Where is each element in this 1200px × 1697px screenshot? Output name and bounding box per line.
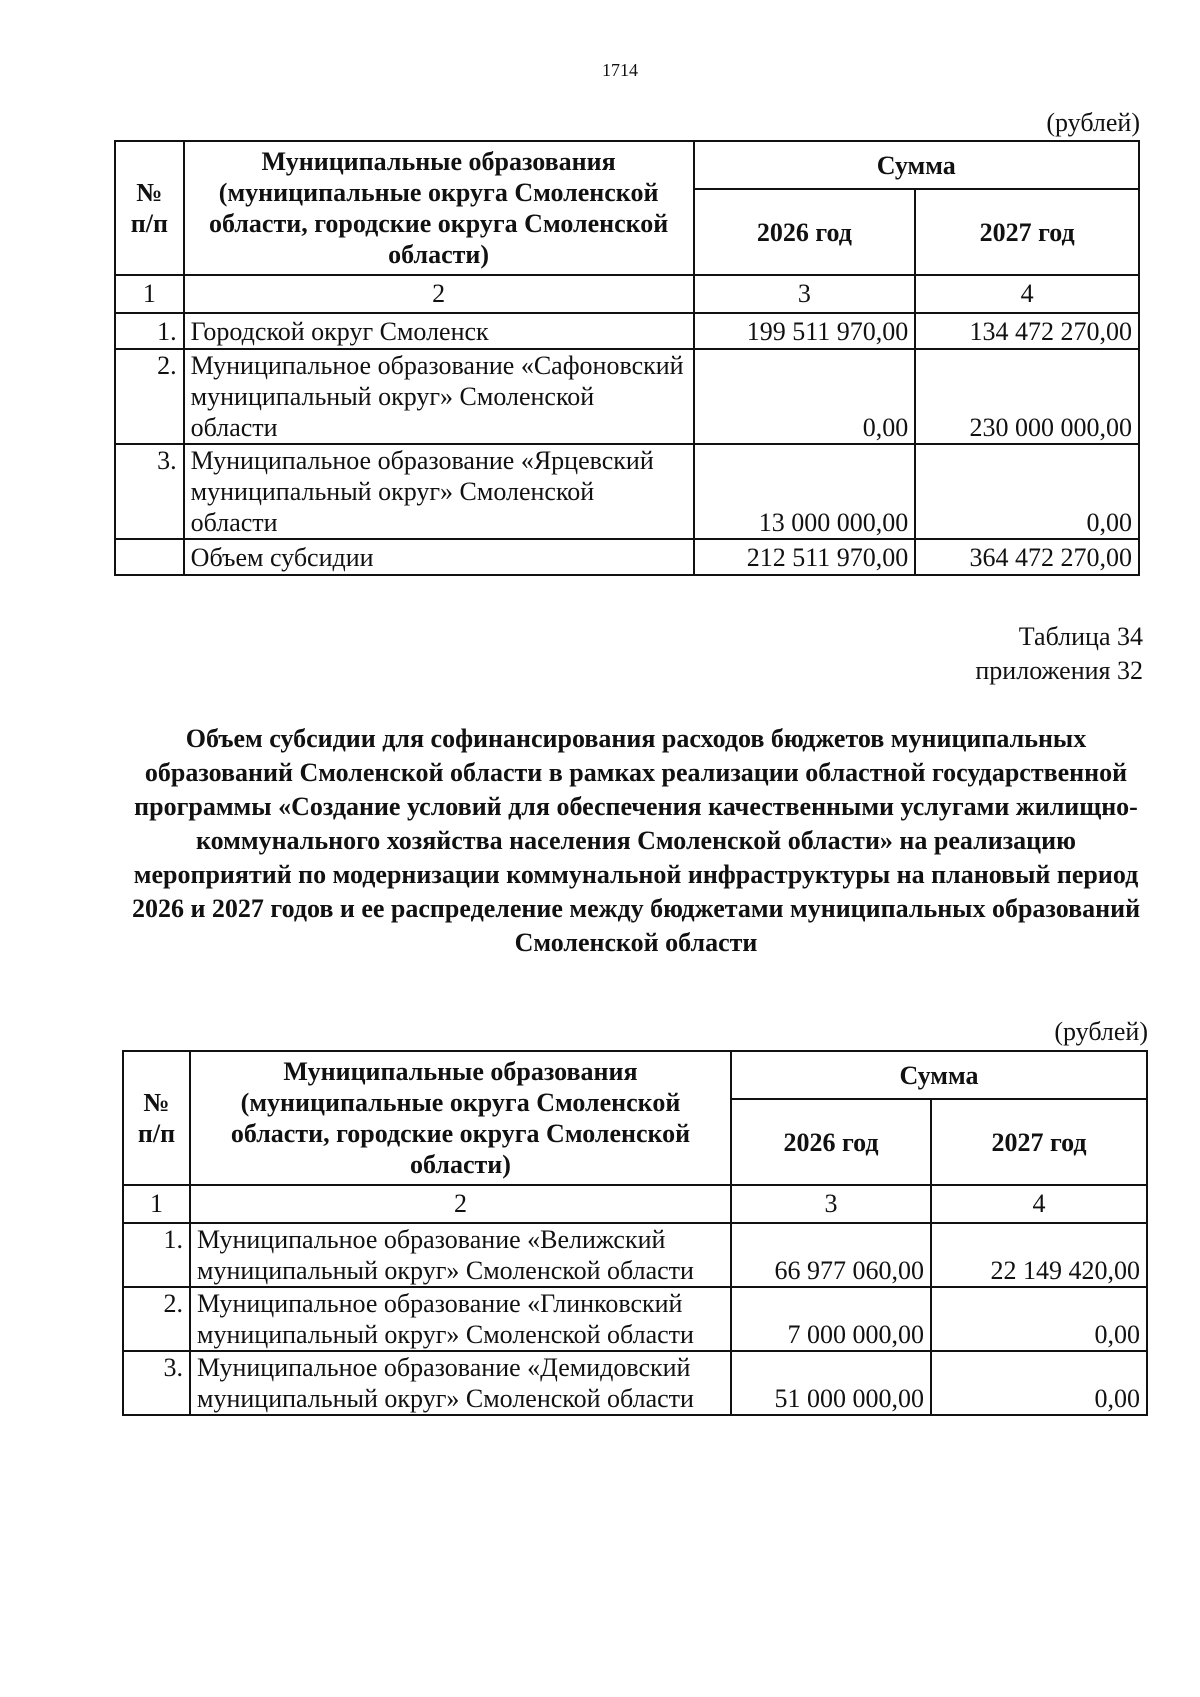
column-number-row — [115, 275, 1139, 313]
row-municipality: Муниципальное образование «Глинковский муниципальный округ» Смоленской области — [190, 1287, 731, 1351]
row-value-2026: 0,00 — [694, 349, 916, 444]
row-value-2026: 51 000 000,00 — [731, 1351, 931, 1415]
header-year-2027: 2027 год — [931, 1099, 1147, 1185]
column-number-3: 3 — [731, 1185, 931, 1223]
column-number-3: 3 — [694, 275, 916, 313]
header-year-2026: 2026 год — [731, 1099, 931, 1185]
row-value-2026: 13 000 000,00 — [694, 444, 916, 539]
units-label-bottom: (рублей) — [1054, 1017, 1148, 1046]
row-number: 2. — [123, 1287, 190, 1351]
table-row — [115, 349, 1139, 444]
total-value-2026: 212 511 970,00 — [694, 539, 916, 575]
row-value-2027: 0,00 — [931, 1287, 1147, 1351]
table-row — [123, 1351, 1147, 1415]
column-number-1: 1 — [123, 1185, 190, 1223]
total-label: Объем субсидии — [184, 539, 694, 575]
units-label-top: (рублей) — [1046, 108, 1140, 137]
table-row — [115, 444, 1139, 539]
header-row — [123, 1051, 1147, 1099]
row-value-2026: 66 977 060,00 — [731, 1223, 931, 1287]
header-municipality: Муниципальные образования (муниципальные округа Смоленской области, городские округа Смоленской области) — [184, 141, 694, 275]
row-municipality: Городской округ Смоленск — [184, 313, 694, 349]
row-number: 1. — [115, 313, 184, 349]
table-number-label: Таблица 34 — [1018, 622, 1143, 651]
subsidy-table-2 — [122, 1050, 1148, 1416]
table-row — [115, 313, 1139, 349]
header-number: № п/п — [123, 1051, 190, 1185]
total-value-2027: 364 472 270,00 — [915, 539, 1139, 575]
row-value-2027: 230 000 000,00 — [915, 349, 1139, 444]
table-caption — [975, 620, 1143, 688]
row-value-2026: 199 511 970,00 — [694, 313, 916, 349]
column-number-4: 4 — [931, 1185, 1147, 1223]
row-number: 3. — [123, 1351, 190, 1415]
subsidy-table-1 — [114, 140, 1140, 576]
row-value-2027: 134 472 270,00 — [915, 313, 1139, 349]
row-municipality: Муниципальное образование «Сафоновский муниципальный округ» Смоленской области — [184, 349, 694, 444]
total-number-cell — [115, 539, 184, 575]
appendix-label: приложения 32 — [975, 656, 1143, 685]
row-value-2026: 7 000 000,00 — [731, 1287, 931, 1351]
row-number: 1. — [123, 1223, 190, 1287]
row-municipality: Муниципальное образование «Велижский муниципальный округ» Смоленской области — [190, 1223, 731, 1287]
row-municipality: Муниципальное образование «Демидовский муниципальный округ» Смоленской области — [190, 1351, 731, 1415]
row-number: 3. — [115, 444, 184, 539]
header-sum: Сумма — [731, 1051, 1147, 1099]
column-number-4: 4 — [915, 275, 1139, 313]
column-number-2: 2 — [184, 275, 694, 313]
total-row — [115, 539, 1139, 575]
header-year-2026: 2026 год — [694, 189, 916, 275]
row-number: 2. — [115, 349, 184, 444]
row-value-2027: 22 149 420,00 — [931, 1223, 1147, 1287]
row-municipality: Муниципальное образование «Ярцевский муниципальный округ» Смоленской области — [184, 444, 694, 539]
row-value-2027: 0,00 — [931, 1351, 1147, 1415]
header-row — [115, 141, 1139, 189]
header-year-2027: 2027 год — [915, 189, 1139, 275]
document-title: Объем субсидии для софинансирования расходов бюджетов муниципальных образований Смоленской области в рамках реализации областной государственной программы «Создание условий для обеспечения качественными услугами жилищно-коммунального хозяйства населения Смоленской области» на реализацию мероприятий по модернизации коммунальной инфраструктуры на плановый период 2026 и 2027 годов и ее распределение между бюджетами муниципальных образований Смоленской области — [131, 724, 1141, 957]
column-number-1: 1 — [115, 275, 184, 313]
column-number-row — [123, 1185, 1147, 1223]
table-row — [123, 1287, 1147, 1351]
row-value-2027: 0,00 — [915, 444, 1139, 539]
header-municipality: Муниципальные образования (муниципальные округа Смоленской области, городские округа Смоленской области) — [190, 1051, 731, 1185]
header-sum: Сумма — [694, 141, 1139, 189]
header-number: № п/п — [115, 141, 184, 275]
table-row — [123, 1223, 1147, 1287]
page-number: 1714 — [602, 60, 638, 80]
column-number-2: 2 — [190, 1185, 731, 1223]
